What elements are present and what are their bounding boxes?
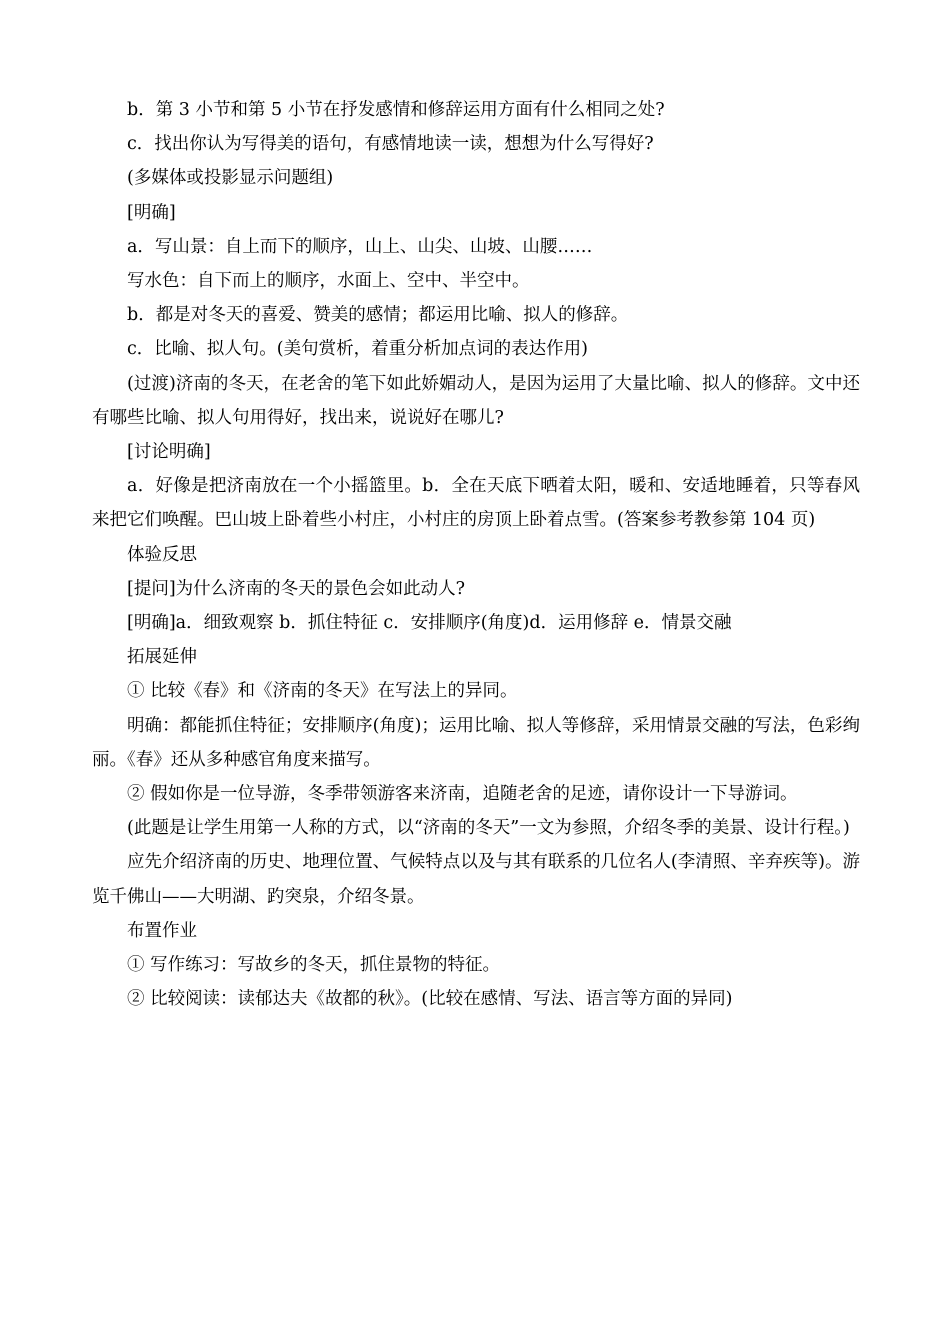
extension-answer-1: 明确：都能抓住特征；安排顺序(角度)；运用比喻、拟人等修辞，采用情景交融的写法，色彩绚丽。《春》还从多种感官角度来描写。: [92, 715, 860, 770]
extension-answer-2: 应先介绍济南的历史、地理位置、气候特点以及与其有联系的几位名人(李清照、辛弃疾等)。游览千佛山——大明湖、趵突泉，介绍冬景。: [92, 852, 860, 907]
answer-a-mountain: a．写山景：自上而下的顺序，山上、山尖、山坡、山腰……: [127, 236, 593, 257]
reflection-question: [提问]为什么济南的冬天的景色会如此动人?: [127, 578, 466, 599]
transition-paragraph: (过渡)济南的冬天，在老舍的笔下如此娇媚动人，是因为运用了大量比喻、拟人的修辞。文中还有哪些比喻、拟人句用得好，找出来，说说好在哪儿?: [92, 373, 860, 428]
homework-task-1: ① 写作练习：写故乡的冬天，抓住景物的特征。: [127, 955, 501, 976]
extension-task-1: ① 比较《春》和《济南的冬天》在写法上的异同。: [127, 681, 518, 702]
extension-task-2: ② 假如你是一位导游，冬季带领游客来济南，追随老舍的足迹，请你设计一下导游词。: [127, 784, 798, 805]
homework-task-2: ② 比较阅读：读郁达夫《故都的秋》。(比较在感情、写法、语言等方面的异同): [127, 989, 733, 1010]
document-body: [92, 93, 860, 1016]
discussion-answer: a．好像是把济南放在一个小摇篮里。b．全在天底下晒着太阳，暖和、安适地睡着，只等春风来把它们唤醒。巴山坡上卧着些小村庄，小村庄的房顶上卧着点雪。(答案参考教参第 104 页): [92, 476, 860, 531]
reflection-answer: [明确]a．细致观察 b．抓住特征 c．安排顺序(角度)d．运用修辞 e．情景交融: [127, 613, 732, 634]
question-c: c．找出你认为写得美的语句，有感情地读一读，想想为什么写得好?: [127, 134, 654, 155]
question-b: b．第 3 小节和第 5 小节在抒发感情和修辞运用方面有什么相同之处?: [127, 100, 665, 120]
extension-note-2: (此题是让学生用第一人称的方式，以“济南的冬天”一文为参照，介绍冬季的美景、设计行程。): [127, 818, 850, 839]
answer-c: c．比喻、拟人句。(美句赏析，着重分析加点词的表达作用): [127, 339, 588, 360]
answer-b: b．都是对冬天的喜爱、赞美的感情；都运用比喻、拟人的修辞。: [127, 305, 629, 326]
discussion-heading: [讨论明确]: [127, 442, 211, 463]
reflection-heading: 体验反思: [127, 544, 197, 565]
homework-heading: 布置作业: [127, 920, 197, 941]
clarify-heading: [明确]: [127, 202, 176, 223]
extension-heading: 拓展延伸: [127, 647, 197, 668]
answer-a-water: 写水色：自下而上的顺序，水面上、空中、半空中。: [127, 271, 530, 292]
media-note: (多媒体或投影显示问题组): [127, 168, 334, 189]
